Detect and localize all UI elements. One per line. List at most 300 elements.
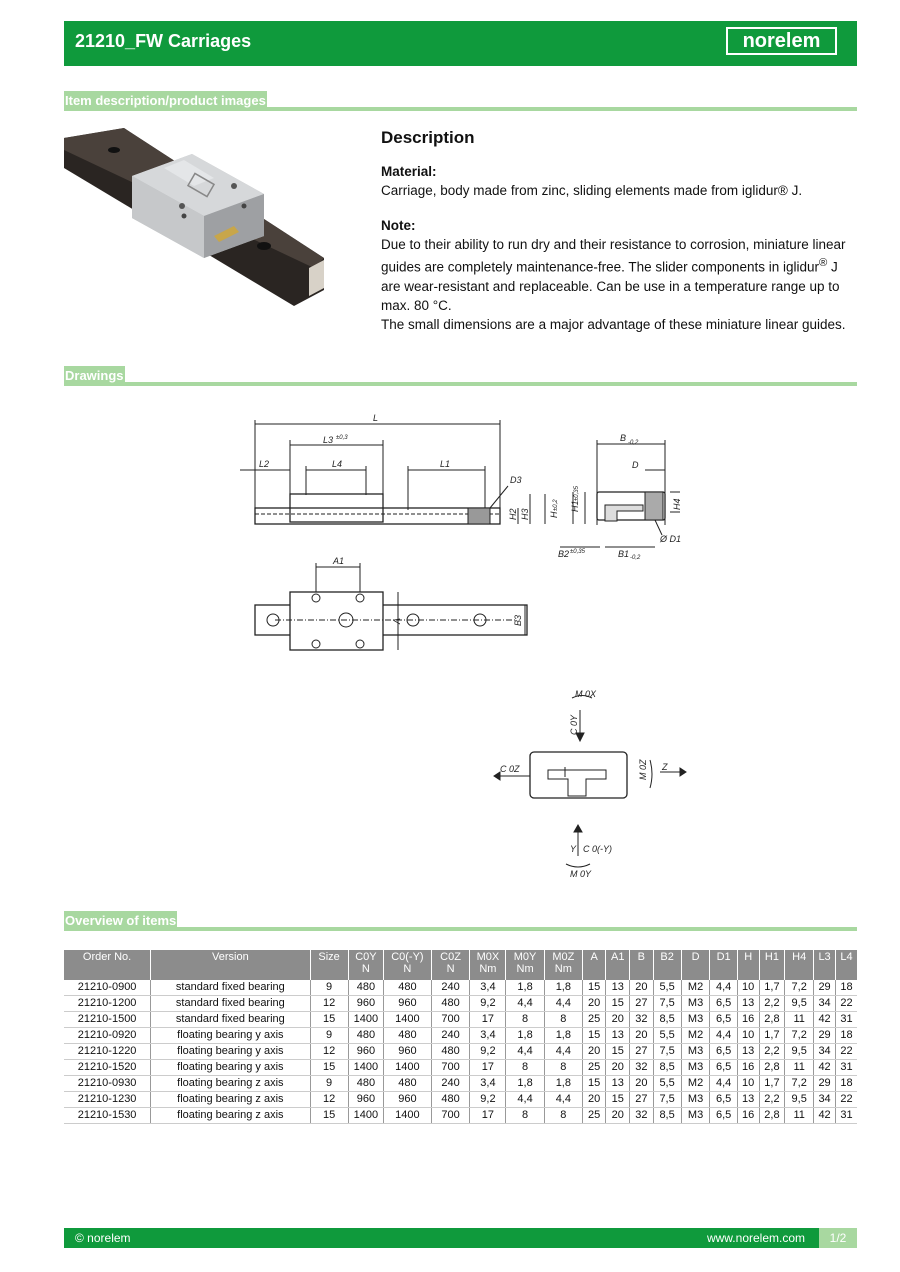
table-cell: 20 <box>630 1028 653 1044</box>
column-header <box>544 950 582 980</box>
table-cell: 34 <box>814 996 836 1012</box>
table-cell: 21210-0920 <box>64 1028 151 1044</box>
table-cell: 31 <box>836 1060 858 1076</box>
table-cell: 2,2 <box>759 1044 785 1060</box>
table-cell: 15 <box>310 1012 348 1028</box>
table-cell: 240 <box>431 1028 470 1044</box>
label-MOY: M 0Y <box>570 869 592 879</box>
table-cell: 17 <box>470 1108 506 1124</box>
label-B2: B2 <box>558 549 570 559</box>
column-header-label: M0X <box>476 951 500 963</box>
column-header <box>737 950 759 980</box>
page-footer <box>64 1228 857 1248</box>
note-text-3: The small dimensions are a major advantage of these miniature linear guides. <box>381 316 846 332</box>
table-cell: M3 <box>681 1092 710 1108</box>
table-cell: 4,4 <box>506 996 544 1012</box>
table-cell: floating bearing z axis <box>151 1092 310 1108</box>
table-cell: 11 <box>785 1060 814 1076</box>
table-cell: 11 <box>785 1108 814 1124</box>
column-header <box>470 950 506 980</box>
table-row <box>64 1076 857 1092</box>
table-cell: 32 <box>630 1060 653 1076</box>
section-overview <box>64 911 857 931</box>
table-cell: 960 <box>384 1044 432 1060</box>
table-cell: 15 <box>606 1044 630 1060</box>
table-cell: 1,8 <box>544 980 582 996</box>
label-D1: Ø D1 <box>660 534 682 544</box>
column-header-label: C0(-Y) <box>391 951 424 963</box>
table-cell: 31 <box>836 1012 858 1028</box>
note-text-1: Due to their ability to run dry and their resistance to corrosion, miniature linear guides are completely maintenance-free. The slider components in iglidur <box>381 237 846 275</box>
table-cell: 13 <box>606 1028 630 1044</box>
column-header-label: H <box>744 951 753 963</box>
table-cell: 1400 <box>348 1012 384 1028</box>
table-cell: 31 <box>836 1108 858 1124</box>
column-header-label: C0Z <box>440 951 461 963</box>
footer-copyright: © norelem <box>75 1231 131 1245</box>
label-D: D <box>632 460 639 470</box>
column-header <box>348 950 384 980</box>
table-cell: 9,2 <box>470 1044 506 1060</box>
table-cell: 42 <box>814 1060 836 1076</box>
column-header-label: D1 <box>716 951 731 963</box>
table-cell: 4,4 <box>544 1092 582 1108</box>
label-B1: B1 <box>618 549 630 559</box>
table-cell: 21210-1520 <box>64 1060 151 1076</box>
column-header <box>384 950 432 980</box>
table-cell: 960 <box>348 1092 384 1108</box>
table-row <box>64 996 857 1012</box>
column-header <box>836 950 858 980</box>
table-cell: 8 <box>544 1060 582 1076</box>
label-L2: L2 <box>259 459 270 469</box>
column-header-label: A1 <box>611 951 625 963</box>
table-cell: 8,5 <box>653 1012 681 1028</box>
table-cell: 27 <box>630 996 653 1012</box>
table-cell: 4,4 <box>506 1044 544 1060</box>
column-header-label: D <box>691 951 700 963</box>
table-cell: 8 <box>544 1108 582 1124</box>
table-cell: 13 <box>606 980 630 996</box>
column-header-label: L3 <box>818 951 831 963</box>
table-cell: 25 <box>582 1012 605 1028</box>
label-A: A <box>392 617 402 624</box>
table-cell: 8 <box>506 1060 544 1076</box>
table-cell: 960 <box>348 996 384 1012</box>
section-drawings <box>64 366 857 386</box>
note-text-2: J are wear-resistant and replaceable. Can be use in a temperature range up to max. 80 °C. <box>381 259 840 313</box>
table-cell: 27 <box>630 1044 653 1060</box>
page-number: 1/2 <box>819 1228 857 1248</box>
table-cell: 8 <box>506 1108 544 1124</box>
table-cell: 20 <box>582 1092 605 1108</box>
table-cell: 480 <box>431 1092 470 1108</box>
table-cell: 9,5 <box>785 1044 814 1060</box>
footer-website-link[interactable]: www.norelem.com <box>706 1231 805 1245</box>
table-cell: 8 <box>544 1012 582 1028</box>
table-cell: 2,8 <box>759 1108 785 1124</box>
table-cell: 18 <box>836 1076 858 1092</box>
table-cell: 7,5 <box>653 1092 681 1108</box>
table-cell: 7,2 <box>785 1028 814 1044</box>
top-view <box>255 556 686 879</box>
table-row <box>64 1092 857 1108</box>
table-cell: 21210-0930 <box>64 1076 151 1092</box>
table-cell: 15 <box>310 1060 348 1076</box>
column-header-label: M0Z <box>552 951 575 963</box>
table-cell: 6,5 <box>710 1092 737 1108</box>
table-cell: 2,2 <box>759 1092 785 1108</box>
column-header <box>710 950 737 980</box>
page-title: 21210_FW Carriages <box>75 31 252 51</box>
label-Y: Y <box>570 844 577 854</box>
table-cell: 13 <box>737 1044 759 1060</box>
column-header <box>630 950 653 980</box>
table-cell: 13 <box>737 1092 759 1108</box>
table-cell: 20 <box>582 1044 605 1060</box>
table-cell: 22 <box>836 1092 858 1108</box>
table-cell: 20 <box>606 1012 630 1028</box>
table-cell: 8 <box>506 1012 544 1028</box>
table-row <box>64 1060 857 1076</box>
table-cell: M3 <box>681 1060 710 1076</box>
table-cell: 700 <box>431 1108 470 1124</box>
table-cell: 4,4 <box>710 1076 737 1092</box>
label-H2: H2 <box>508 508 518 520</box>
label-Z: Z <box>662 762 668 772</box>
column-header <box>814 950 836 980</box>
table-cell: 6,5 <box>710 996 737 1012</box>
table-cell: 29 <box>814 1028 836 1044</box>
description-block <box>381 128 851 334</box>
table-cell: 18 <box>836 980 858 996</box>
table-cell: 20 <box>582 996 605 1012</box>
column-header-label: Version <box>212 951 249 963</box>
column-header <box>64 950 151 980</box>
table-cell: 1400 <box>384 1012 432 1028</box>
table-cell: 21210-1230 <box>64 1092 151 1108</box>
table-cell: 2,2 <box>759 996 785 1012</box>
table-cell: 480 <box>348 1028 384 1044</box>
column-header-label: L4 <box>840 951 853 963</box>
table-cell: 1,8 <box>506 980 544 996</box>
table-cell: 480 <box>384 1028 432 1044</box>
registered-mark: ® <box>819 257 828 269</box>
table-cell: 15 <box>582 1028 605 1044</box>
column-header-label: Order No. <box>82 951 132 963</box>
end-view <box>255 433 686 879</box>
section-overview-title: Overview of items <box>64 911 177 931</box>
table-cell: 4,4 <box>544 1044 582 1060</box>
table-cell: 4,4 <box>506 1092 544 1108</box>
description-heading: Description <box>381 128 475 147</box>
table-cell: 21210-1220 <box>64 1044 151 1060</box>
table-cell: 480 <box>431 1044 470 1060</box>
table-cell: 10 <box>737 1076 759 1092</box>
material-text: Carriage, body made from zinc, sliding elements made from iglidur® J. <box>381 183 803 198</box>
column-header <box>785 950 814 980</box>
table-cell: 21210-1530 <box>64 1108 151 1124</box>
section-drawings-title: Drawings <box>64 366 125 386</box>
column-header-label: H4 <box>792 951 807 963</box>
table-cell: 16 <box>737 1060 759 1076</box>
section-images <box>64 91 857 111</box>
column-header <box>431 950 470 980</box>
label-MOZ: M 0Z <box>638 759 648 780</box>
table-cell: 22 <box>836 996 858 1012</box>
table-cell: 11 <box>785 1012 814 1028</box>
label-MOX: M 0X <box>575 689 597 699</box>
table-cell: 13 <box>737 996 759 1012</box>
label-B3: B3 <box>513 614 523 626</box>
table-cell: 240 <box>431 1076 470 1092</box>
table-cell: M2 <box>681 1028 710 1044</box>
table-cell: 10 <box>737 980 759 996</box>
table-cell: M3 <box>681 1044 710 1060</box>
column-header-unit: Nm <box>479 963 497 975</box>
table-cell: 2,8 <box>759 1012 785 1028</box>
note-text <box>381 235 851 315</box>
column-header-label: C0Y <box>355 951 377 963</box>
table-cell: 12 <box>310 1044 348 1060</box>
section-images-title: Item description/product images <box>64 91 267 111</box>
table-cell: 34 <box>814 1092 836 1108</box>
table-cell: 16 <box>737 1012 759 1028</box>
table-cell: 6,5 <box>710 1108 737 1124</box>
table-cell: 7,2 <box>785 1076 814 1092</box>
table-cell: 12 <box>310 1092 348 1108</box>
note-label: Note: <box>381 218 416 233</box>
table-cell: 15 <box>582 980 605 996</box>
table-cell: 1,8 <box>506 1028 544 1044</box>
page-header <box>64 21 857 66</box>
label-L3: L3 <box>323 435 334 445</box>
table-cell: 10 <box>737 1028 759 1044</box>
column-header <box>506 950 544 980</box>
table-cell: 1400 <box>348 1108 384 1124</box>
table-cell: 700 <box>431 1060 470 1076</box>
table-cell: 9 <box>310 980 348 996</box>
table-cell: 7,5 <box>653 1044 681 1060</box>
label-L1: L1 <box>440 459 451 469</box>
label-H3: H3 <box>520 508 530 520</box>
label-H: H <box>549 511 559 518</box>
table-cell: 20 <box>630 980 653 996</box>
norelem-logo: norelem <box>726 27 837 55</box>
column-header-unit: N <box>403 963 412 975</box>
table-cell: 9,5 <box>785 996 814 1012</box>
table-cell: 240 <box>431 980 470 996</box>
column-header <box>653 950 681 980</box>
table-cell: 480 <box>348 980 384 996</box>
table-cell: 20 <box>606 1108 630 1124</box>
table-cell: 700 <box>431 1012 470 1028</box>
table-cell: 7,5 <box>653 996 681 1012</box>
column-header <box>681 950 710 980</box>
table-cell: 3,4 <box>470 980 506 996</box>
table-cell: 1400 <box>348 1060 384 1076</box>
table-cell: 1400 <box>384 1060 432 1076</box>
table-cell: 480 <box>384 1076 432 1092</box>
label-B1-tol: -0,2 <box>630 555 641 561</box>
table-cell: floating bearing y axis <box>151 1028 310 1044</box>
column-header-label: M0Y <box>513 951 537 963</box>
technical-drawings <box>0 400 900 890</box>
column-header <box>310 950 348 980</box>
column-header-label: B2 <box>660 951 674 963</box>
table-cell: 42 <box>814 1108 836 1124</box>
table-row <box>64 1028 857 1044</box>
column-header <box>582 950 605 980</box>
label-COY: C 0Y <box>569 714 579 735</box>
table-cell: 1400 <box>384 1108 432 1124</box>
table-cell: M3 <box>681 1108 710 1124</box>
table-cell: 34 <box>814 1044 836 1060</box>
table-cell: M3 <box>681 1012 710 1028</box>
table-cell: 29 <box>814 1076 836 1092</box>
table-cell: 1,7 <box>759 1076 785 1092</box>
table-cell: 4,4 <box>710 1028 737 1044</box>
table-cell: 480 <box>431 996 470 1012</box>
table-cell: 5,5 <box>653 1028 681 1044</box>
table-cell: 9 <box>310 1076 348 1092</box>
label-H1: H1 <box>570 500 580 512</box>
product-image <box>64 128 324 306</box>
label-H-tol: ±0,2 <box>553 499 559 511</box>
table-cell: standard fixed bearing <box>151 980 310 996</box>
table-cell: 5,5 <box>653 980 681 996</box>
table-cell: 9,2 <box>470 996 506 1012</box>
table-cell: 25 <box>582 1108 605 1124</box>
table-cell: 15 <box>582 1076 605 1092</box>
side-view <box>240 413 686 879</box>
table-cell: 15 <box>606 996 630 1012</box>
column-header-label: Size <box>318 951 340 963</box>
table-cell: 15 <box>310 1108 348 1124</box>
table-cell: 17 <box>470 1012 506 1028</box>
table-cell: 20 <box>606 1060 630 1076</box>
table-cell: floating bearing y axis <box>151 1060 310 1076</box>
label-D3: D3 <box>510 475 522 485</box>
table-cell: 1,7 <box>759 1028 785 1044</box>
column-header-label: B <box>637 951 645 963</box>
table-row <box>64 1108 857 1124</box>
table-cell: floating bearing z axis <box>151 1108 310 1124</box>
table-cell: 960 <box>348 1044 384 1060</box>
table-cell: 18 <box>836 1028 858 1044</box>
label-COZ: C 0Z <box>500 764 520 774</box>
table-cell: 21210-0900 <box>64 980 151 996</box>
table-cell: 9,2 <box>470 1092 506 1108</box>
table-cell: 9,5 <box>785 1092 814 1108</box>
label-B2-tol: ±0,35 <box>570 549 585 555</box>
table-cell: 1,8 <box>544 1076 582 1092</box>
table-cell: 1,8 <box>544 1028 582 1044</box>
label-L4: L4 <box>332 459 343 469</box>
table-cell: 6,5 <box>710 1044 737 1060</box>
table-cell: M2 <box>681 980 710 996</box>
column-header-unit: Nm <box>554 963 572 975</box>
table-cell: 13 <box>606 1076 630 1092</box>
table-body <box>64 980 857 1124</box>
table-cell: 6,5 <box>710 1012 737 1028</box>
label-L: L <box>373 413 379 423</box>
table-cell: 21210-1200 <box>64 996 151 1012</box>
table-cell: 32 <box>630 1012 653 1028</box>
table-cell: 6,5 <box>710 1060 737 1076</box>
column-header-unit: Nm <box>516 963 534 975</box>
column-header <box>151 950 310 980</box>
table-cell: 960 <box>384 1092 432 1108</box>
table-row <box>64 1012 857 1028</box>
table-cell: 42 <box>814 1012 836 1028</box>
column-header-label: H1 <box>764 951 779 963</box>
table-cell: 7,2 <box>785 980 814 996</box>
label-B-tol: -0,2 <box>628 440 639 446</box>
table-cell: 8,5 <box>653 1108 681 1124</box>
table-cell: 12 <box>310 996 348 1012</box>
table-cell: 2,8 <box>759 1060 785 1076</box>
table-cell: 4,4 <box>544 996 582 1012</box>
table-cell: M3 <box>681 996 710 1012</box>
table-cell: 4,4 <box>710 980 737 996</box>
table-cell: 8,5 <box>653 1060 681 1076</box>
table-cell: 9 <box>310 1028 348 1044</box>
table-cell: floating bearing y axis <box>151 1044 310 1060</box>
table-cell: 1,8 <box>506 1076 544 1092</box>
table-cell: 3,4 <box>470 1028 506 1044</box>
table-cell: 3,4 <box>470 1076 506 1092</box>
table-cell: 1,7 <box>759 980 785 996</box>
label-L3-tol: ±0,3 <box>336 435 348 441</box>
table-row <box>64 1044 857 1060</box>
table-cell: standard fixed bearing <box>151 996 310 1012</box>
label-CO-Y: C 0(-Y) <box>583 844 612 854</box>
column-header-label: A <box>590 951 598 963</box>
table-cell: 480 <box>384 980 432 996</box>
label-H4: H4 <box>672 498 682 510</box>
table-cell: M2 <box>681 1076 710 1092</box>
table-cell: 5,5 <box>653 1076 681 1092</box>
table-cell: 29 <box>814 980 836 996</box>
column-header-unit: N <box>446 963 455 975</box>
table-cell: 20 <box>630 1076 653 1092</box>
table-cell: floating bearing z axis <box>151 1076 310 1092</box>
items-table <box>64 950 857 1124</box>
label-H1-tol: ±0,35 <box>574 486 580 501</box>
table-cell: 21210-1500 <box>64 1012 151 1028</box>
column-header <box>606 950 630 980</box>
table-cell: 25 <box>582 1060 605 1076</box>
table-header-row <box>64 950 857 980</box>
table-row <box>64 980 857 996</box>
column-header-unit: N <box>361 963 370 975</box>
table-cell: 960 <box>384 996 432 1012</box>
table-cell: 480 <box>348 1076 384 1092</box>
table-cell: 16 <box>737 1108 759 1124</box>
table-cell: standard fixed bearing <box>151 1012 310 1028</box>
table-cell: 15 <box>606 1092 630 1108</box>
table-cell: 17 <box>470 1060 506 1076</box>
label-B: B <box>620 433 627 443</box>
load-diagram <box>494 689 686 879</box>
table-cell: 27 <box>630 1092 653 1108</box>
table-cell: 32 <box>630 1108 653 1124</box>
table-cell: 22 <box>836 1044 858 1060</box>
column-header <box>759 950 785 980</box>
label-A1: A1 <box>333 556 345 566</box>
material-label: Material: <box>381 164 437 179</box>
